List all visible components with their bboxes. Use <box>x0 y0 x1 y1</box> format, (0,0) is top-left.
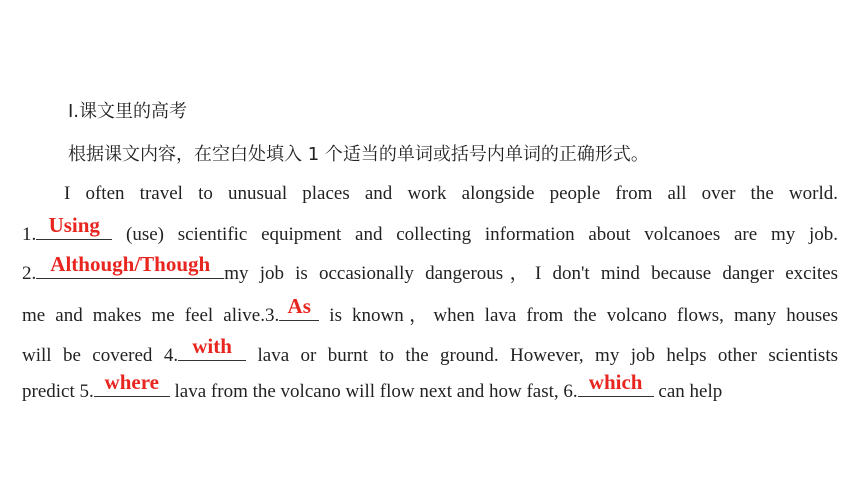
passage-text: will be covered 4. <box>22 345 179 366</box>
blank-2[interactable] <box>36 252 224 279</box>
answer-6: which <box>588 370 643 394</box>
blank-3[interactable] <box>279 294 319 321</box>
blank-6[interactable] <box>578 370 654 397</box>
blank-number: 2. <box>22 263 37 284</box>
answer-4: with <box>192 334 232 358</box>
passage-line-1: I often travel to unusual places and work alongside people from all over the world. <box>64 183 838 204</box>
passage-text: (use) scientific equipment and collecting information about volcanoes are my job. <box>112 224 838 245</box>
passage-line-5 <box>22 334 839 366</box>
blank-5[interactable] <box>94 370 170 397</box>
passage-text: lava or burnt to the ground. However, my job helps other scientists <box>246 345 839 366</box>
passage-line-2 <box>22 213 838 245</box>
answer-1: Using <box>48 213 100 237</box>
passage-line-4 <box>22 294 838 326</box>
blank-number: 1. <box>22 224 37 245</box>
answer-3: As <box>287 294 311 318</box>
passage-text: lava from the volcano will flow next and how fast, 6. <box>169 381 578 402</box>
passage-line-3 <box>22 252 838 284</box>
answer-5: where <box>104 370 159 394</box>
instruction-text: 根据课文内容，在空白处填入 1 个适当的单词或括号内单词的正确形式。 <box>68 144 649 165</box>
blank-1[interactable] <box>36 213 112 240</box>
blank-4[interactable] <box>178 334 246 361</box>
passage-text: predict 5. <box>22 381 94 402</box>
passage-text: can help <box>653 381 723 402</box>
passage-text: is known，when lava from the volcano flows, many houses <box>319 305 838 326</box>
answer-2: Although/Though <box>50 252 211 276</box>
passage-text: my job is occasionally dangerous，I don't mind because danger excites <box>224 263 838 284</box>
passage-line-6 <box>22 370 838 404</box>
section-title: Ⅰ.课文里的高考 <box>68 101 188 122</box>
passage-text: me and makes me feel alive.3. <box>22 305 280 326</box>
